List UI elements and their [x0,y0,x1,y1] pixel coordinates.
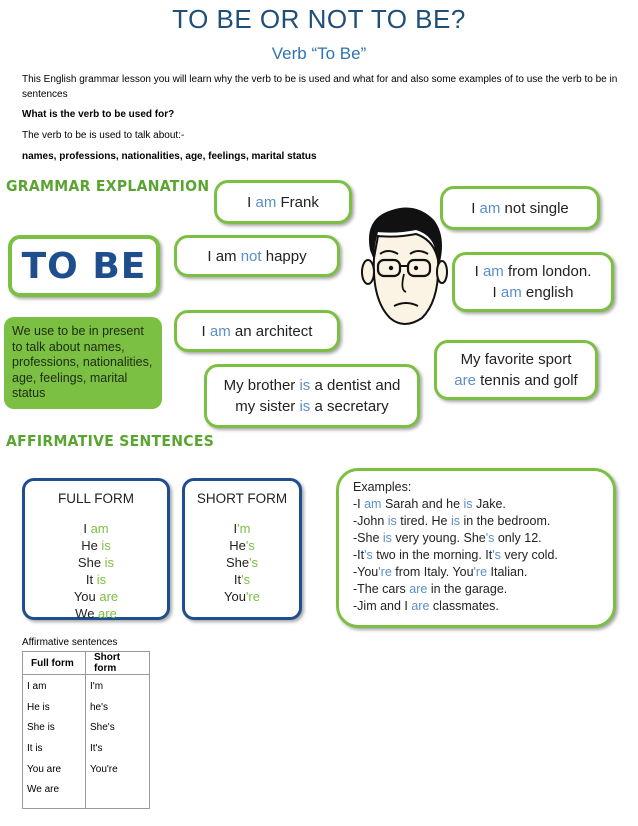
form-row [25,588,167,605]
form-verb: 's [249,555,259,570]
example-text: Jake. [472,497,506,511]
example-verb: 's [364,548,373,562]
table-cell-line: It's [90,743,103,755]
example-verb: is [382,531,392,545]
example-line [353,564,599,581]
form-subject: You [224,589,246,604]
form-row [25,605,167,622]
table-cell-line: I am [27,681,47,692]
example-verb: are [411,599,430,613]
form-subject: She [77,555,105,570]
speech-bubble-brother: My brother is a dentist and my sister is a secretary [204,364,420,428]
form-verb: 's [241,572,251,587]
form-subject: He [229,538,246,553]
table-cell-line [90,784,145,805]
short-form-label: SHORT FORM [196,491,288,506]
example-text: -You [353,565,379,579]
example-verb: 's [492,548,501,562]
form-subject: You [73,589,100,604]
used-for-text: The verb to be is used to talk about:- [22,130,185,141]
affirmative-sentences-heading: AFFIRMATIVE SENTENCES [6,433,215,451]
form-row [25,554,167,571]
affirmative-caption: Affirmative sentences [22,637,118,648]
form-row [25,537,167,554]
example-lines [353,496,599,615]
form-verb: is [96,572,107,587]
example-verb: are [409,582,428,596]
example-verb: 're [473,565,488,579]
table-cell-line: I'm [90,681,104,692]
full-form-label: FULL FORM [57,491,134,506]
example-text: Italian. [487,565,528,579]
example-text: Sarah and he [381,497,464,511]
form-verb: 's [245,538,255,553]
cartoon-man-illustration [356,200,448,336]
example-text: -John [353,514,388,528]
form-subject: We [75,606,99,621]
form-row [185,537,299,554]
example-verb: is [387,514,397,528]
example-text: -Jim and I [353,599,412,613]
form-row [185,554,299,571]
table-cell-line: You're [90,763,118,775]
example-line [353,581,599,598]
speech-bubble-frank: I am Frank [214,180,352,224]
example-text: in the garage. [427,582,508,596]
examples-box [336,468,616,628]
table-cell-line: he's [90,701,109,713]
form-verb: am [90,521,109,536]
form-subject: He [81,538,102,553]
form-subject: She [225,555,250,570]
grammar-explanation-heading: GRAMMAR EXPLANATION [6,178,210,196]
page-title: TO BE OR NOT TO BE? [172,4,466,34]
example-text: very cold. [500,548,558,562]
table-cell-full [23,675,86,809]
form-subject: It [85,572,97,587]
example-verb: is [463,497,473,511]
example-text: -She [353,531,383,545]
example-text: -I [353,497,365,511]
form-subject: It [233,572,242,587]
table-row [23,675,150,809]
example-text: tired. He [396,514,451,528]
speech-bubble-sport: My favorite sport are tennis and golf [434,340,598,400]
example-text: from Italy. You [391,565,474,579]
form-verb: are [98,606,117,621]
form-subject: I [83,521,91,536]
table-header-row [23,652,150,675]
example-text: -The cars [353,582,410,596]
full-form-box [22,478,170,620]
table-cell-short [86,675,150,809]
speech-bubble-architect: I am an architect [174,310,340,352]
example-verb: 're [378,565,392,579]
question-heading: What is the verb to be used for? [22,109,175,120]
table-header-full: Full form [23,652,86,675]
form-verb: 'm [237,521,251,536]
example-verb: am [364,497,382,511]
example-line [353,598,599,615]
table-cell-line: You are [27,763,62,775]
table-cell-line: It is [27,743,43,755]
form-verb: 're [245,589,260,604]
form-verb: is [101,538,111,553]
example-text: in the bedroom. [460,514,551,528]
form-row [25,571,167,588]
form-row [25,520,167,537]
page-subtitle: Verb “To Be” [271,44,367,63]
form-row [185,588,299,605]
example-line [353,547,599,564]
example-text: -It [353,548,365,562]
speech-bubble-single: I am not single [440,186,600,230]
example-line [353,496,599,513]
short-form-box [182,478,302,620]
example-verb: is [450,514,460,528]
table-cell-line: We are [27,784,60,796]
green-explanation-box: We use to be in present to talk about names, professions, nationalities, age, feelings, marital status [4,317,162,409]
table-cell-line: He is [27,701,50,713]
topics-list: names, professions, nationalities, age, feelings, marital status [22,151,317,162]
short-form-rows [185,520,299,605]
example-line [353,530,599,547]
form-verb: is [104,555,115,570]
full-form-rows [25,520,167,622]
example-text: two in the morning. It [372,548,493,562]
example-line [353,513,599,530]
to-be-banner: TO BE [8,235,160,297]
form-row [185,571,299,588]
speech-bubble-happy: I am not happy [174,235,340,277]
intro-paragraph: This English grammar lesson you will learn why the verb to be is used and what for and also some examples of to use the verb to be in sentences [22,74,618,100]
speech-bubble-london: I am from london. I am english [452,252,614,312]
table-cell-line: She's [90,722,115,734]
examples-label: Examples: [353,480,412,494]
example-text: very young. She [391,531,486,545]
form-verb: are [99,589,119,604]
table-header-short: Short form [86,652,150,675]
example-text: classmates. [429,599,499,613]
table-cell-line: She is [27,722,55,734]
example-text: only 12. [494,531,542,545]
example-verb: 's [485,531,495,545]
form-subject: I [233,521,238,536]
forms-table [22,651,150,809]
form-row [185,520,299,537]
